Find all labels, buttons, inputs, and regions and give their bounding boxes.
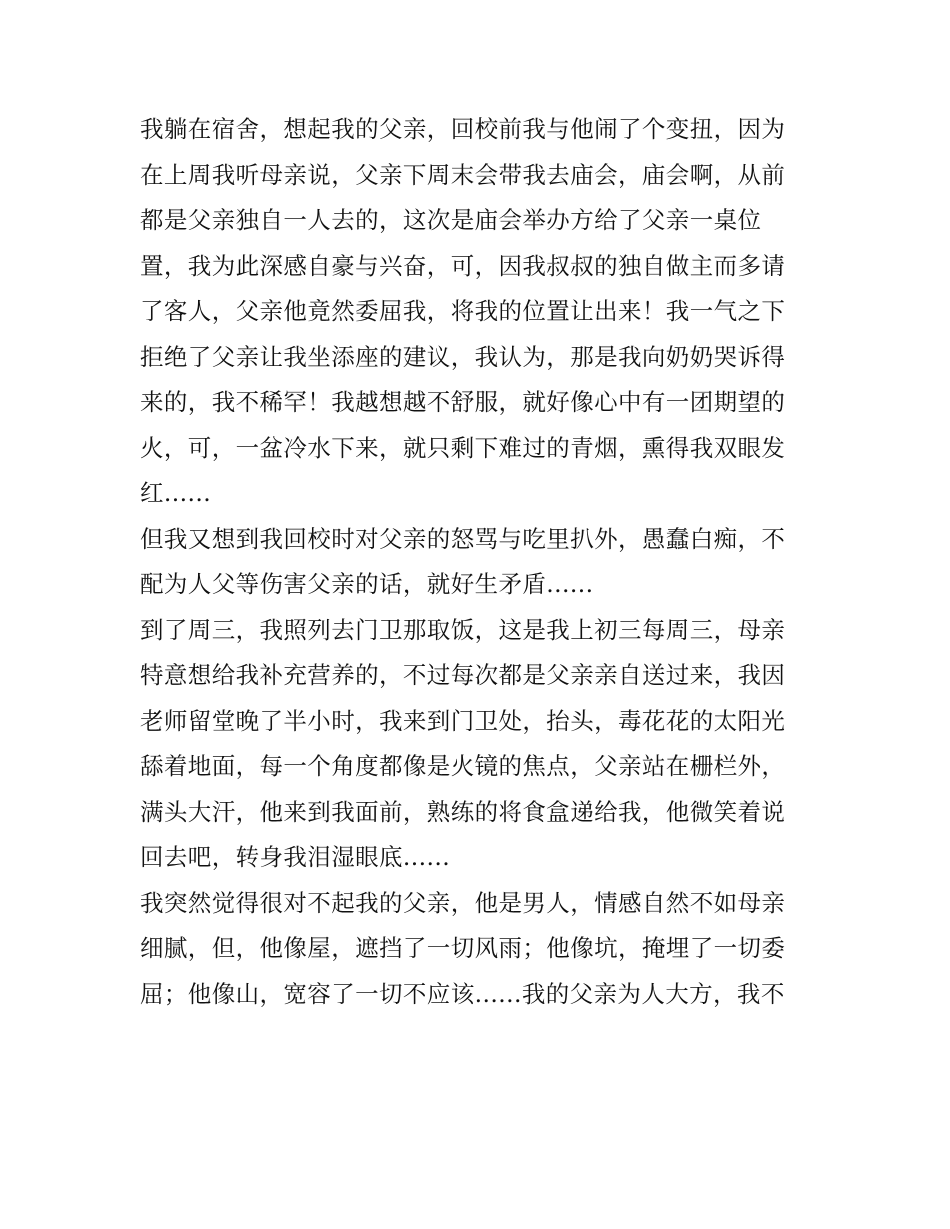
text-line: 但我又想到我回校时对父亲的怒骂与吃里扒外，愚蠢白痴，不 xyxy=(140,524,786,553)
text-line: 屈；他像山，宽容了一切不应该......我的父亲为人大方，我不 xyxy=(140,979,785,1008)
text-line: 满头大汗，他来到我面前，熟练的将食盒递给我，他微笑着说 xyxy=(140,797,786,826)
text-line: 特意想给我补充营养的，不过每次都是父亲亲自送过来，我因 xyxy=(140,661,786,689)
text-line: 到了周三，我照列去门卫那取饭，这是我上初三每周三，母亲 xyxy=(140,615,786,644)
body-text xyxy=(140,107,840,1017)
text-line: 老师留堂晚了半小时，我来到门卫处，抬头，毒花花的太阳光 xyxy=(140,706,786,735)
text-line: 来的，我不稀罕！我越想越不舒服，就好像心中有一团期望的 xyxy=(140,388,786,416)
text-line: 配为人父等伤害父亲的话，就好生矛盾...... xyxy=(140,570,594,598)
text-line: 置，我为此深感自豪与兴奋，可，因我叔叔的独自做主而多请 xyxy=(140,251,786,280)
text-line: 都是父亲独自一人去的，这次是庙会举办方给了父亲一桌位 xyxy=(140,206,762,234)
text-line: 在上周我听母亲说，父亲下周末会带我去庙会，庙会啊，从前 xyxy=(140,160,786,189)
text-line: 细腻，但，他像屋，遮挡了一切风雨；他像坑，掩埋了一切委 xyxy=(140,934,786,962)
text-line: 红...... xyxy=(140,479,212,507)
text-line: 火，可，一盆冷水下来，就只剩下难过的青烟，熏得我双眼发 xyxy=(140,433,786,462)
text-line: 我躺在宿舍，想起我的父亲，回校前我与他闹了个变扭，因为 xyxy=(140,115,786,143)
text-line: 舔着地面，每一个角度都像是火镜的焦点，父亲站在栅栏外， xyxy=(140,752,786,780)
text-line: 我突然觉得很对不起我的父亲，他是男人，情感自然不如母亲 xyxy=(140,888,786,917)
text-line: 拒绝了父亲让我坐添座的建议，我认为，那是我向奶奶哭诉得 xyxy=(140,342,786,371)
text-line: 了客人，父亲他竟然委屈我，将我的位置让出来！我一气之下 xyxy=(140,297,786,325)
text-line: 回去吧，转身我泪湿眼底...... xyxy=(140,843,451,871)
